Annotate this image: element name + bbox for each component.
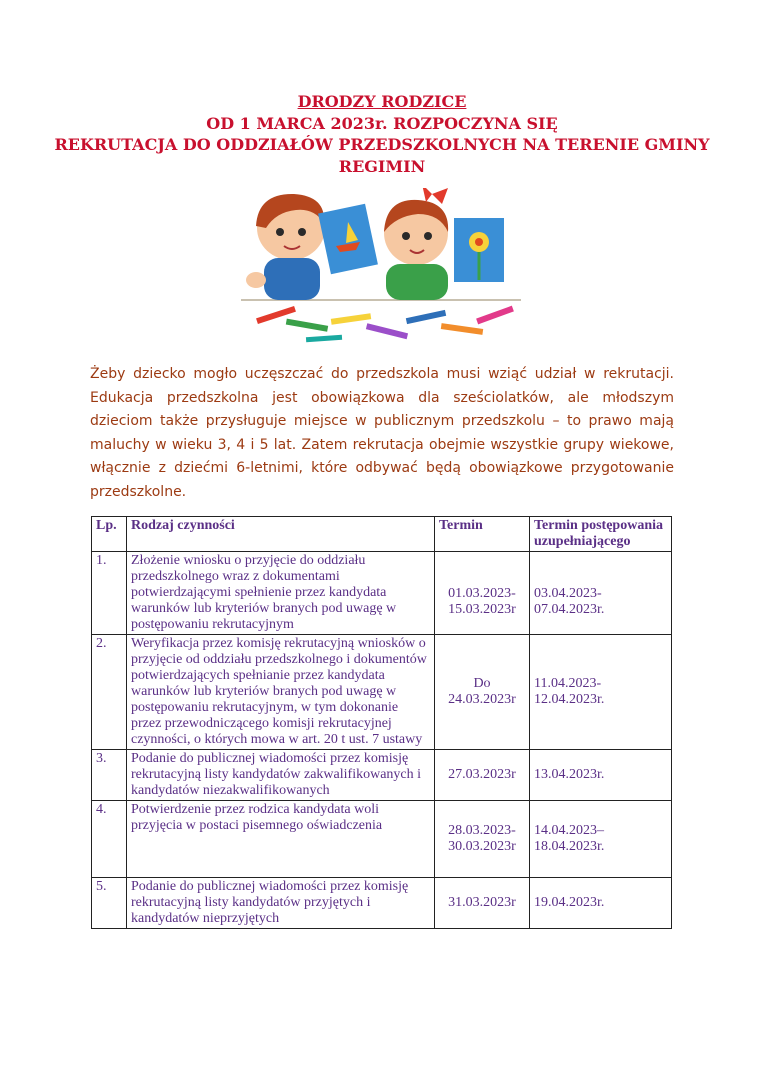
girl-figure [384, 188, 448, 300]
page-title: DRODZY RODZICE [297, 92, 467, 111]
row-activity: Złożenie wniosku o przyjęcie do oddziału przedszkolnego wraz z dokumentami potwierdzającymi spełnienie przez kandydata warunków lub kryteriów branych pod uwagę w postępowaniu rekrutacyjnym [127, 552, 435, 635]
header-lp: Lp. [92, 517, 127, 552]
row-term: 27.03.2023r [435, 750, 530, 801]
header-activity: Rodzaj czynności [127, 517, 435, 552]
table-header-row [92, 517, 672, 552]
header-term: Termin [435, 517, 530, 552]
row-term: Do 24.03.2023r [435, 635, 530, 750]
crayons [256, 306, 514, 343]
row-term: 01.03.2023- 15.03.2023r [435, 552, 530, 635]
row-supplementary-term: 14.04.2023– 18.04.2023r. [530, 801, 672, 878]
row-lp: 3. [92, 750, 127, 801]
table-row [92, 635, 672, 750]
row-term: 28.03.2023- 30.03.2023r [435, 801, 530, 878]
heading-subject: REKRUTACJA DO ODDZIAŁÓW PRZEDSZKOLNYCH NA TERENIE GMINY [54, 135, 710, 154]
recruitment-schedule-table [91, 516, 672, 929]
row-activity-text: Potwierdzenie przez rodzica kandydata woli przyjęcia w postaci pisemnego oświadczenia [131, 802, 383, 833]
row-activity: Podanie do publicznej wiadomości przez komisję rekrutacyjną listy kandydatów zakwalifikowanych i kandydatów niezakwalifikowanych [127, 750, 435, 801]
row-activity [127, 801, 435, 878]
header-supplementary-term: Termin postępowania uzupełniającego [530, 517, 672, 552]
boat-drawing [318, 204, 378, 275]
table-row [92, 878, 672, 929]
flower-drawing [454, 218, 504, 282]
row-supplementary-term: 13.04.2023r. [530, 750, 672, 801]
row-supplementary-term: 19.04.2023r. [530, 878, 672, 929]
row-lp: 1. [92, 552, 127, 635]
table-row [92, 750, 672, 801]
row-lp: 5. [92, 878, 127, 929]
row-lp: 2. [92, 635, 127, 750]
children-drawing-illustration [236, 188, 526, 348]
row-supplementary-term: 11.04.2023- 12.04.2023r. [530, 635, 672, 750]
table-row [92, 801, 672, 878]
row-term: 31.03.2023r [435, 878, 530, 929]
row-lp: 4. [92, 801, 127, 878]
row-supplementary-term: 03.04.2023- 07.04.2023r. [530, 552, 672, 635]
heading-date: OD 1 MARCA 2023r. ROZPOCZYNA SIĘ [206, 114, 558, 133]
boy-figure [246, 194, 325, 300]
row-activity: Podanie do publicznej wiadomości przez komisję rekrutacyjną listy kandydatów przyjętych i kandydatów nieprzyjętych [127, 878, 435, 929]
row-activity: Weryfikacja przez komisję rekrutacyjną wniosków o przyjęcie od oddziału przedszkolnego i dokumentów potwierdzających spełnianie przez kandydata warunków lub kryteriów branych pod uwagę w postępowaniu rekrutacyjnym, w tym dokonanie przez przewodniczącego komisji rekrutacyjnej czynności, o których mowa w art. 20 t ust. 7 ustawy [127, 635, 435, 750]
intro-paragraph: Żeby dziecko mogło uczęszczać do przedszkola musi wziąć udział w rekrutacji. Edukacja przedszkolna jest obowiązkowa dla sześciolatków, ale młodszym dzieciom także przysługuje miejsce w publicznym przedszkolu – to prawo mają maluchy w wieku 3, 4 i 5 lat. Zatem rekrutacja obejmie wszystkie grupy wiekowe, włącznie z dziećmi 6-letnimi, które odbywać będą obowiązkowe przygotowanie przedszkolne. [90, 366, 674, 500]
heading-location: REGIMIN [338, 157, 426, 176]
table-row [92, 552, 672, 635]
